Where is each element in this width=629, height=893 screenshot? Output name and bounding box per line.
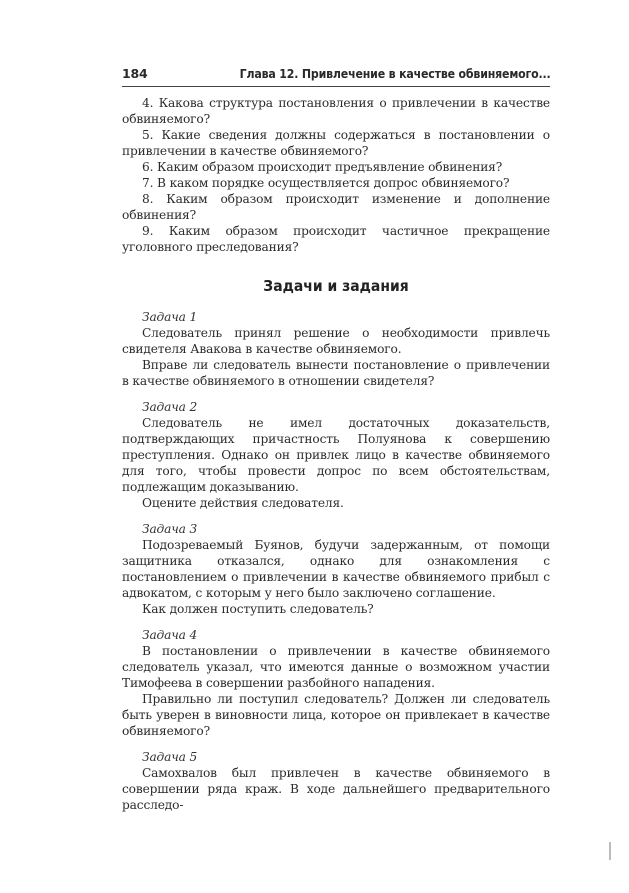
task-paragraph: Правильно ли поступил следователь? Должен ли следователь быть уверен в виновности лица, которое он привлекает в качестве обвиняемого? [122, 692, 550, 738]
task-2 [122, 399, 550, 511]
task-paragraph: В постановлении о привлечении в качестве обвиняемого следователь указал, что имеются данные о возможном участии Тимофеева в совершении разбойного нападения. [122, 644, 550, 690]
task-paragraph: Оцените действия следователя. [142, 496, 344, 510]
question-item: 8. Каким образом происходит изменение и дополнение обвинения? [122, 192, 550, 222]
task-1 [122, 309, 550, 389]
page-number: 184 [122, 66, 148, 81]
question-item: 7. В каком порядке осуществляется допрос обвиняемого? [142, 176, 510, 190]
task-title: Задача 3 [142, 522, 198, 536]
task-title: Задача 4 [142, 628, 198, 642]
book-page [122, 66, 550, 823]
task-paragraph: Следователь принял решение о необходимости привлечь свидетеля Авакова в качестве обвиняемого. [122, 326, 550, 356]
task-5 [122, 749, 550, 813]
section-title: Задачи и задания [263, 277, 409, 295]
question-item: 6. Каким образом происходит предъявление обвинения? [142, 160, 503, 174]
task-paragraph: Вправе ли следователь вынести постановление о привлечении в качестве обвиняемого в отношении свидетеля? [122, 358, 550, 388]
review-questions [122, 95, 550, 255]
question-item: 9. Каким образом происходит частичное прекращение уголовного преследования? [122, 224, 550, 254]
task-4 [122, 627, 550, 739]
chapter-title: Глава 12. Привлечение в качестве обвиняемого... [239, 66, 550, 81]
task-paragraph: Как должен поступить следователь? [142, 602, 374, 616]
task-title: Задача 2 [142, 400, 198, 414]
running-head [122, 66, 550, 87]
question-item: 4. Какова структура постановления о привлечении в качестве обвиняемого? [122, 96, 550, 126]
question-item: 5. Какие сведения должны содержаться в постановлении о привлечении в качестве обвиняемого? [122, 128, 550, 158]
scan-edge-mark [609, 842, 611, 860]
task-title: Задача 1 [142, 310, 198, 324]
task-3 [122, 521, 550, 617]
task-paragraph: Следователь не имел достаточных доказательств, подтверждающих причастность Полуянова к совершению преступления. Однако он привлек лицо в качестве обвиняемого для того, чтобы провести допрос по всем обстоятельствам, подлежащим доказыванию. [122, 416, 550, 494]
task-paragraph: Самохвалов был привлечен в качестве обвиняемого в совершении ряда краж. В ходе дальнейшего предварительного расследо- [122, 766, 550, 812]
task-list [122, 309, 550, 813]
task-title: Задача 5 [142, 750, 198, 764]
task-paragraph: Подозреваемый Буянов, будучи задержанным, от помощи защитника отказался, однако для ознакомления с постановлением о привлечении в качестве обвиняемого прибыл с адвокатом, с которым у него было заключено соглашение. [122, 538, 550, 600]
